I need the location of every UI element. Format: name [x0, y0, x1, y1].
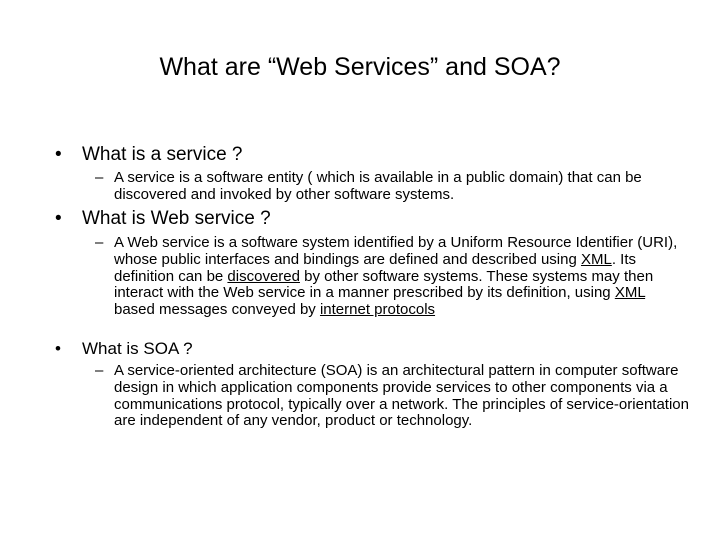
bullet-what-is-soa [55, 337, 193, 361]
sub-bullet-marker: – [95, 169, 104, 186]
bullet-what-is-web-service [55, 206, 271, 232]
slide-title: What are “Web Services” and SOA? [159, 53, 561, 81]
sub-bullet-web-service-definition [95, 235, 685, 319]
sub-bullet-soa-definition [95, 363, 695, 430]
xml-link[interactable]: XML [580, 250, 612, 268]
bullet-marker: • [55, 339, 61, 358]
text-segment: A Web service is a software system identified by a Uniform Resource Identifier (URI), whose public interfaces and bindings are defined and described using [114, 234, 678, 268]
sub-bullet-text [114, 235, 685, 319]
bullet-heading: What is SOA ? [82, 339, 193, 358]
sub-bullet-marker: – [95, 234, 104, 251]
bullet-what-is-service [55, 142, 243, 168]
sub-bullet-text: A service-oriented architecture (SOA) is an architectural pattern in computer software design in which application components provide services to other components via a communications protocol, typically over a network. The principles of service-orientation are independent of any vendor, product or technology. [114, 362, 689, 430]
bullet-marker: • [55, 208, 62, 229]
sub-bullet-text: A service is a software entity ( which is available in a public domain) that can be discovered and invoked by other software systems. [114, 169, 642, 203]
internet-protocols-link[interactable]: internet protocols [319, 301, 436, 319]
text-segment: by other software systems. These systems may then interact with the Web service in a manner prescribed by its definition, using [114, 267, 654, 302]
xml-link-2[interactable]: XML [614, 284, 646, 302]
bullet-heading: What is a service ? [82, 144, 243, 165]
sub-bullet-service-definition [95, 170, 695, 204]
bullet-heading: What is Web service ? [82, 208, 271, 229]
bullet-marker: • [55, 144, 62, 165]
sub-bullet-marker: – [95, 362, 104, 379]
discovered-link[interactable]: discovered [227, 267, 300, 285]
text-segment: based messages conveyed by [114, 301, 320, 319]
text-segment: . Its definition can be [114, 250, 636, 285]
